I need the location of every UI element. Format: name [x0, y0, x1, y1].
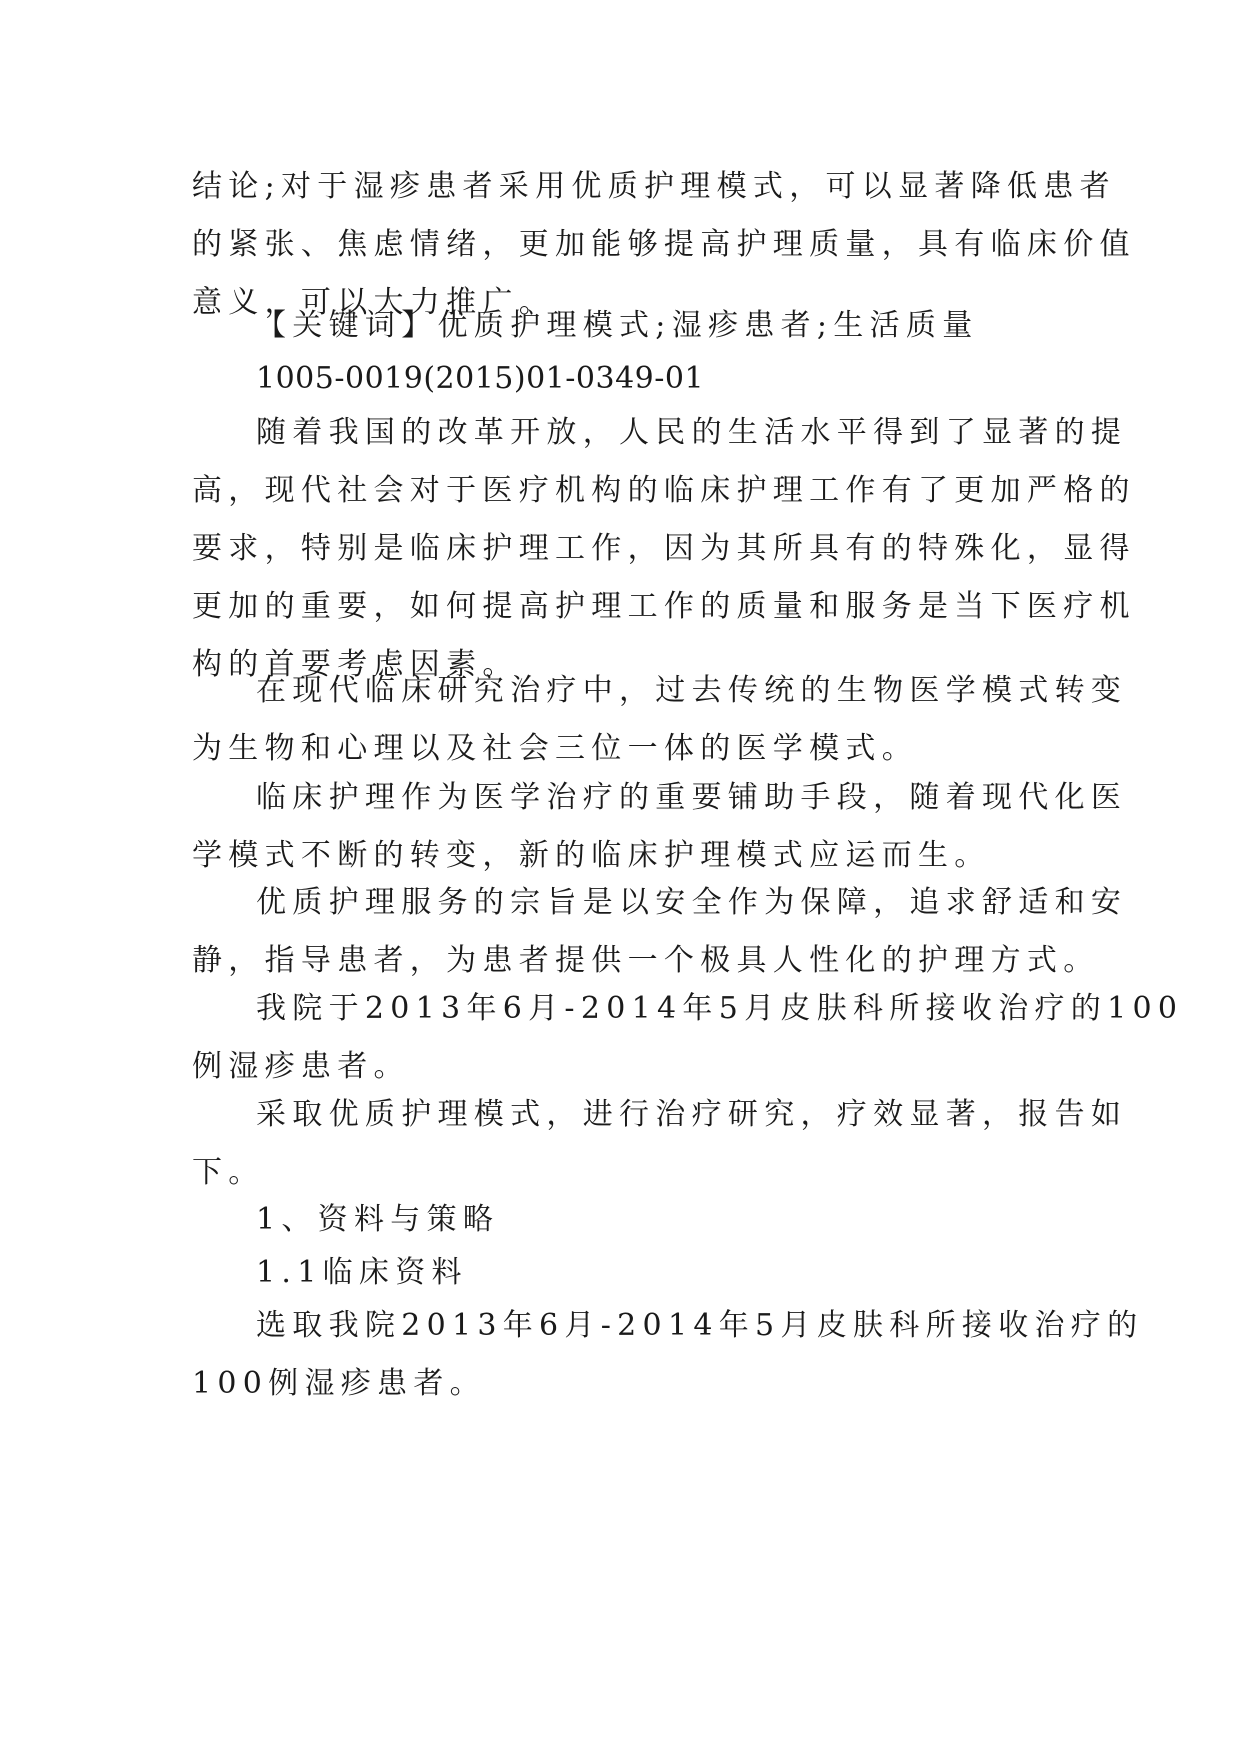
text-line: 为生物和心理以及社会三位一体的医学模式。	[192, 731, 918, 766]
text-line: 100例湿疹患者。	[192, 1366, 486, 1401]
paragraph-selection	[192, 1297, 1144, 1413]
text-line: 的紧张、焦虑情绪，更加能够提高护理质量，具有临床价值	[192, 227, 1136, 262]
paragraph-clinical-nursing	[192, 769, 1128, 885]
heading-materials-methods: 1、资料与策略	[256, 1202, 500, 1237]
text-line: 在现代临床研究治疗中，过去传统的生物医学模式转变	[256, 673, 1128, 708]
text-line: 下。	[192, 1155, 265, 1190]
text-line: 优质护理服务的宗旨是以安全作为保障，追求舒适和安	[256, 885, 1128, 920]
paragraph-quality-service	[192, 874, 1128, 990]
text-line: 例湿疹患者。	[192, 1049, 410, 1084]
paragraph-keywords	[192, 297, 1054, 355]
paragraph-article-id	[192, 350, 1054, 408]
text-line: 要求，特别是临床护理工作，因为其所具有的特殊化，显得	[192, 531, 1136, 566]
text-line: 构的首要考虑因素。	[192, 647, 519, 682]
paragraph-report	[192, 1086, 1128, 1202]
paragraph-introduction	[192, 404, 1136, 694]
text-line: 意义，可以大力推广。	[192, 285, 555, 320]
text-line: 临床护理作为医学治疗的重要铺助手段，随着现代化医	[256, 780, 1128, 815]
keywords-line: 【关键词】优质护理模式;湿疹患者;生活质量	[256, 308, 979, 343]
text-line: 我院于2013年6月-2014年5月皮肤科所接收治疗的100	[256, 991, 1184, 1026]
paragraph-hospital-cases	[192, 980, 1184, 1096]
article-id-line: 1005-0019(2015)01-0349-01	[256, 361, 705, 396]
text-line: 学模式不断的转变，新的临床护理模式应运而生。	[192, 838, 991, 873]
subsection-heading	[192, 1244, 1054, 1302]
paragraph-medical-model	[192, 662, 1128, 778]
text-line: 采取优质护理模式，进行治疗研究，疗效显著，报告如	[256, 1097, 1128, 1132]
text-line: 选取我院2013年6月-2014年5月皮肤科所接收治疗的	[256, 1308, 1144, 1343]
text-line: 随着我国的改革开放，人民的生活水平得到了显著的提	[256, 415, 1128, 450]
text-line: 高，现代社会对于医疗机构的临床护理工作有了更加严格的	[192, 473, 1136, 508]
text-line: 结论;对于湿疹患者采用优质护理模式，可以显著降低患者	[192, 169, 1116, 204]
heading-clinical-data: 1.1临床资料	[256, 1255, 468, 1290]
text-line: 静，指导患者，为患者提供一个极具人性化的护理方式。	[192, 943, 1100, 978]
section-heading	[192, 1191, 1054, 1249]
text-line: 更加的重要，如何提高护理工作的质量和服务是当下医疗机	[192, 589, 1136, 624]
